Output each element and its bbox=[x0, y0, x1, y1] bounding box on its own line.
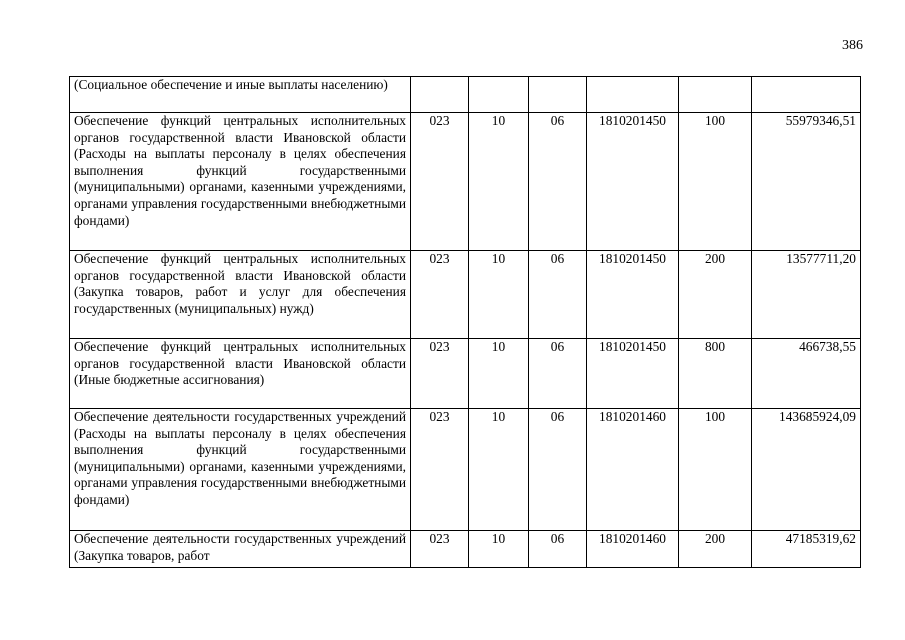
section-code-cell: 10 bbox=[469, 531, 529, 568]
ministry-code-cell: 023 bbox=[411, 251, 469, 339]
page-number: 386 bbox=[842, 38, 863, 53]
amount-cell: 47185319,62 bbox=[752, 531, 861, 568]
amount-cell: 55979346,51 bbox=[752, 113, 861, 251]
subsection-code-cell: 06 bbox=[529, 113, 587, 251]
expense-type-cell: 100 bbox=[679, 113, 752, 251]
table-row bbox=[70, 339, 861, 409]
expense-type-cell: 200 bbox=[679, 251, 752, 339]
target-article-cell: 1810201460 bbox=[587, 531, 679, 568]
subsection-code-cell: 06 bbox=[529, 531, 587, 568]
amount-cell: 466738,55 bbox=[752, 339, 861, 409]
ministry-code-cell: 023 bbox=[411, 531, 469, 568]
section-code-cell: 10 bbox=[469, 113, 529, 251]
ministry-code-cell: 023 bbox=[411, 409, 469, 531]
expense-type-cell: 800 bbox=[679, 339, 752, 409]
table-row bbox=[70, 531, 861, 568]
table-row bbox=[70, 251, 861, 339]
subsection-code-cell: 06 bbox=[529, 339, 587, 409]
row-description: Обеспечение деятельности государственных учреждений (Расходы на выплаты персоналу в целях обеспечения выполнения функций государственными (муниципальными) органами, казенными учреждениями, органами управления государственными внебюджетными фондами) bbox=[70, 409, 411, 531]
expense-type-cell bbox=[679, 77, 752, 113]
section-code-cell: 10 bbox=[469, 251, 529, 339]
table-row bbox=[70, 77, 861, 113]
amount-cell: 143685924,09 bbox=[752, 409, 861, 531]
section-code-cell: 10 bbox=[469, 339, 529, 409]
table-row bbox=[70, 409, 861, 531]
target-article-cell: 1810201460 bbox=[587, 409, 679, 531]
amount-cell bbox=[752, 77, 861, 113]
budget-table bbox=[69, 76, 861, 568]
expense-type-cell: 200 bbox=[679, 531, 752, 568]
target-article-cell: 1810201450 bbox=[587, 113, 679, 251]
row-description: Обеспечение функций центральных исполнительных органов государственной власти Ивановской области (Иные бюджетные ассигнования) bbox=[70, 339, 411, 409]
amount-cell: 13577711,20 bbox=[752, 251, 861, 339]
subsection-code-cell: 06 bbox=[529, 409, 587, 531]
section-code-cell bbox=[469, 77, 529, 113]
subsection-code-cell: 06 bbox=[529, 251, 587, 339]
section-code-cell: 10 bbox=[469, 409, 529, 531]
table-row bbox=[70, 113, 861, 251]
ministry-code-cell: 023 bbox=[411, 339, 469, 409]
ministry-code-cell bbox=[411, 77, 469, 113]
row-description: Обеспечение деятельности государственных учреждений (Закупка товаров, работ bbox=[70, 531, 411, 568]
row-description: Обеспечение функций центральных исполнительных органов государственной власти Ивановской области (Расходы на выплаты персоналу в целях обеспечения выполнения функций государственными (муниципальными) органами, казенными учреждениями, органами управления государственными внебюджетными фондами) bbox=[70, 113, 411, 251]
expense-type-cell: 100 bbox=[679, 409, 752, 531]
target-article-cell bbox=[587, 77, 679, 113]
row-description: Обеспечение функций центральных исполнительных органов государственной власти Ивановской области (Закупка товаров, работ и услуг для обеспечения государственных (муниципальных) нужд) bbox=[70, 251, 411, 339]
target-article-cell: 1810201450 bbox=[587, 251, 679, 339]
target-article-cell: 1810201450 bbox=[587, 339, 679, 409]
subsection-code-cell bbox=[529, 77, 587, 113]
row-description: (Социальное обеспечение и иные выплаты населению) bbox=[70, 77, 411, 113]
ministry-code-cell: 023 bbox=[411, 113, 469, 251]
